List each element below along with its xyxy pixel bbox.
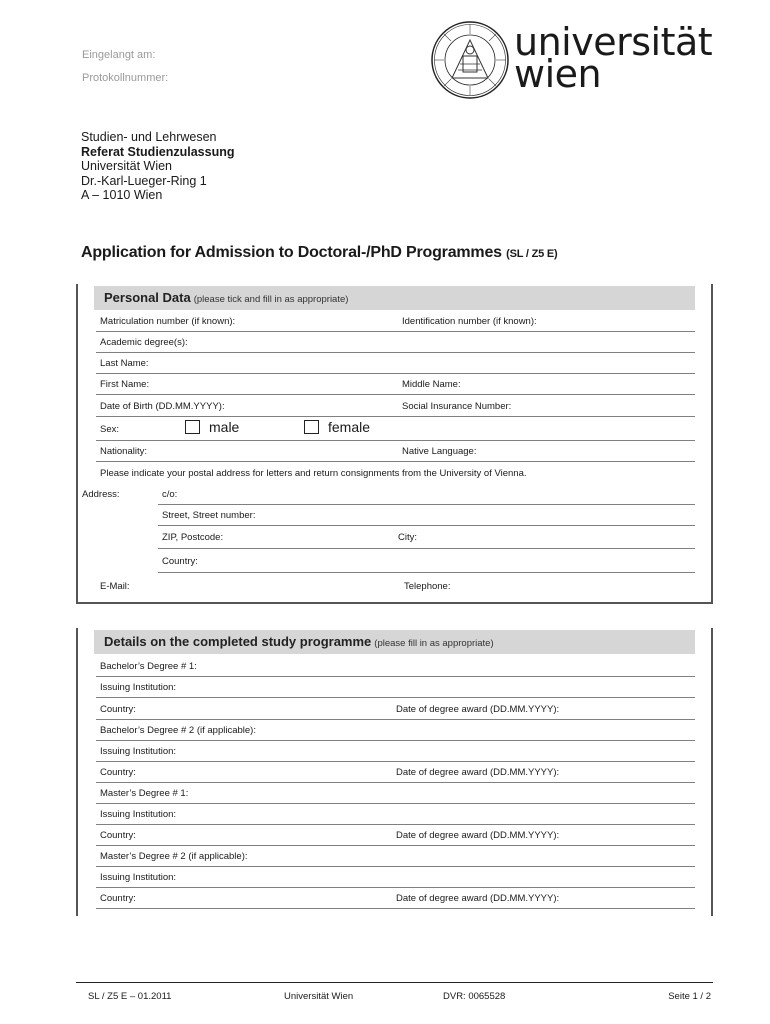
city-label: City: (398, 532, 417, 543)
native-language-label: Native Language: (402, 446, 477, 457)
country-label: Country: (162, 556, 198, 567)
last-name-row[interactable] (96, 353, 695, 374)
bachelor2-label: Bachelor’s Degree # 2 (if applicable): (100, 725, 256, 736)
recipient-address (81, 130, 235, 203)
master2-institution-row[interactable] (96, 867, 695, 888)
address-line: Universität Wien (81, 159, 172, 173)
university-wordmark (514, 20, 713, 96)
university-seal-icon (430, 20, 510, 100)
matriculation-row[interactable] (96, 311, 695, 332)
female-checkbox[interactable] (304, 420, 319, 434)
award-date-label: Date of degree award (DD.MM.YYYY): (396, 893, 560, 904)
address-label: Address: (82, 489, 120, 500)
bachelor2-row[interactable] (96, 720, 695, 741)
address-line: Studien- und Lehrwesen (81, 130, 217, 144)
nationality-label: Nationality: (100, 446, 147, 457)
co-label: c/o: (162, 489, 178, 500)
co-row[interactable] (82, 484, 695, 505)
issuing-institution-label: Issuing Institution: (100, 746, 177, 757)
page-footer (76, 982, 713, 1006)
section-hint: (please tick and fill in as appropriate) (193, 294, 349, 305)
master1-row[interactable] (96, 783, 695, 804)
telephone-label: Telephone: (404, 581, 451, 592)
master2-country-row[interactable] (96, 888, 695, 909)
bachelor1-country-row[interactable] (96, 699, 695, 720)
street-row[interactable] (158, 505, 695, 526)
bachelor2-country-row[interactable] (96, 762, 695, 783)
zip-label: ZIP, Postcode: (162, 532, 224, 543)
bachelor2-institution-row[interactable] (96, 741, 695, 762)
academic-degrees-label: Academic degree(s): (100, 337, 188, 348)
address-line: Referat Studienzulassung (81, 144, 235, 159)
form-title (81, 244, 558, 262)
country-label: Country: (100, 830, 136, 841)
study-programme-section (76, 628, 713, 916)
male-label: male (209, 419, 240, 435)
award-date-label: Date of degree award (DD.MM.YYYY): (396, 767, 560, 778)
footer-page-number: Seite 1 / 2 (668, 991, 711, 1002)
footer-form-code: SL / Z5 E – 01.2011 (88, 991, 172, 1002)
master1-institution-row[interactable] (96, 804, 695, 825)
first-name-label: First Name: (100, 379, 150, 390)
master2-label: Master’s Degree # 2 (if applicable): (100, 851, 248, 862)
award-date-label: Date of degree award (DD.MM.YYYY): (396, 830, 560, 841)
middle-name-label: Middle Name: (402, 379, 461, 390)
postal-note: Please indicate your postal address for letters and return consignments from the University of Vienna. (100, 468, 527, 479)
master1-label: Master’s Degree # 1: (100, 788, 189, 799)
country-label: Country: (100, 704, 136, 715)
country-row[interactable] (158, 549, 695, 573)
sex-row (96, 418, 695, 441)
matriculation-label: Matriculation number (if known): (100, 316, 236, 327)
address-line: Dr.-Karl-Lueger-Ring 1 (81, 173, 207, 188)
footer-dvr: DVR: 0065528 (443, 991, 506, 1002)
female-label: female (328, 419, 371, 435)
office-use-block (82, 44, 168, 90)
master1-country-row[interactable] (96, 825, 695, 846)
section-frame (76, 602, 713, 604)
identification-label: Identification number (if known): (402, 316, 537, 327)
country-label: Country: (100, 767, 136, 778)
received-label: Eingelangt am: (82, 49, 156, 61)
email-label: E-Mail: (100, 581, 130, 592)
dob-row[interactable] (96, 396, 695, 417)
bachelor1-label: Bachelor’s Degree # 1: (100, 661, 197, 672)
form-title-main: Application for Admission to Doctoral-/PhD Programmes (81, 244, 502, 261)
country-label: Country: (100, 893, 136, 904)
section-hint: (please fill in as appropriate) (374, 638, 494, 649)
form-code: (SL / Z5 E) (506, 248, 558, 260)
university-logo (430, 20, 713, 100)
personal-data-header (94, 286, 695, 310)
street-label: Street, Street number: (162, 510, 256, 521)
academic-degrees-row[interactable] (96, 332, 695, 353)
footer-university: Universität Wien (284, 991, 354, 1002)
bachelor1-institution-row[interactable] (96, 677, 695, 698)
postal-note-row (96, 463, 695, 484)
study-programme-header (94, 630, 695, 654)
first-name-row[interactable] (96, 374, 695, 395)
address-line: A – 1010 Wien (81, 188, 163, 202)
issuing-institution-label: Issuing Institution: (100, 682, 177, 693)
wordmark-line-2: wien (514, 52, 602, 96)
issuing-institution-label: Issuing Institution: (100, 872, 177, 883)
sex-label: Sex: (100, 424, 120, 435)
award-date-label: Date of degree award (DD.MM.YYYY): (396, 704, 560, 715)
issuing-institution-label: Issuing Institution: (100, 809, 177, 820)
protocol-number-label: Protokollnummer: (82, 72, 169, 84)
dob-label: Date of Birth (DD.MM.YYYY): (100, 401, 225, 412)
zip-row[interactable] (158, 526, 695, 549)
personal-data-section (76, 284, 713, 602)
wordmark-line-1: universität (514, 20, 713, 64)
section-heading: Personal Data (104, 290, 191, 305)
nationality-row[interactable] (96, 441, 695, 462)
master2-row[interactable] (96, 846, 695, 867)
last-name-label: Last Name: (100, 358, 149, 369)
bachelor1-row[interactable] (96, 656, 695, 677)
social-insurance-label: Social Insurance Number: (402, 401, 512, 412)
email-row[interactable] (96, 574, 695, 595)
male-checkbox[interactable] (185, 420, 200, 434)
section-heading: Details on the completed study programme (104, 634, 372, 649)
